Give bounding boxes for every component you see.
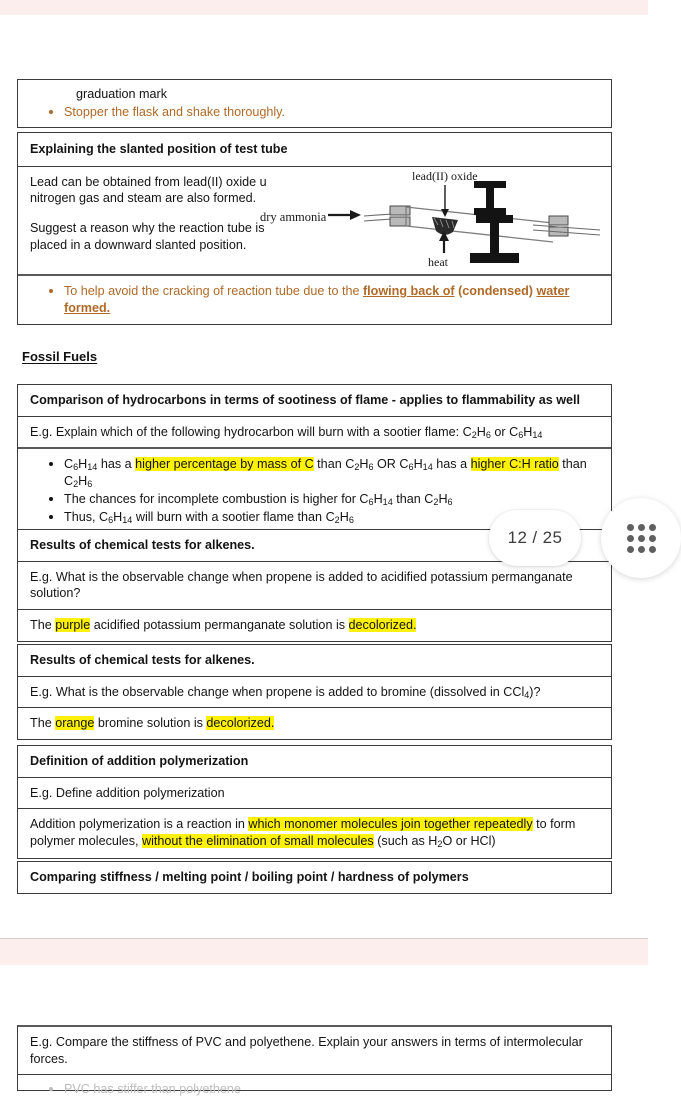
diagram-label-lead-oxide: lead(II) oxide — [412, 168, 478, 183]
polymerization-header: Definition of addition polymerization — [30, 754, 249, 768]
polymer-comparison-header: Comparing stiffness / melting point / boiling point / hardness of polymers — [30, 870, 469, 884]
page-indicator: 12 / 25 — [489, 510, 581, 566]
note-box-slanted-test-tube — [17, 132, 612, 325]
formula-ccl4: CCl$_4$ — [503, 684, 530, 700]
formula-c2h6: $C_2H_6$ — [462, 424, 491, 440]
sootiness-header: Comparison of hydrocarbons in terms of sootiness of flame - applies to flammability as well — [30, 393, 581, 407]
lab-apparatus-diagram — [260, 168, 605, 273]
note-box-addition-polymerization — [17, 745, 612, 859]
lead-oxide-sample — [432, 217, 458, 235]
flask-procedure-bullets — [30, 104, 601, 121]
grid-dots-icon — [627, 524, 656, 553]
question-paragraph-2: Suggest a reason why the reaction tube is placed in a downward slanted position. — [30, 221, 265, 252]
permanganate-header: Results of chemical tests for alkenes. — [30, 538, 255, 552]
grid-view-button[interactable] — [601, 498, 681, 578]
bromine-header: Results of chemical tests for alkenes. — [30, 653, 255, 667]
page-gap-top — [0, 0, 648, 15]
list-item: The chances for incomplete combustion is higher for $C_6H_{14}$ than $C_2H_6$ — [64, 491, 601, 508]
bromine-question: E.g. What is the observable change when propene is added to bromine (dissolved in CCl$_4$)? — [18, 676, 611, 708]
diagram-label-heat: heat — [428, 254, 448, 269]
note-box-polymer-comparison-heading — [17, 861, 612, 894]
note-box-alkene-bromine — [17, 644, 612, 740]
list-item: Stopper the flask and shake thoroughly. — [64, 104, 601, 121]
pvc-question: E.g. Compare the stiffness of PVC and polyethene. Explain your answers in terms of intermolecular forces. — [30, 1035, 583, 1066]
question-paragraph-1: Lead can be obtained from lead(II) oxide u nitrogen gas and steam are also formed. — [30, 174, 267, 206]
inflow-arrow-icon — [328, 210, 361, 220]
list-item: PVC has stiffer than polyethene — [64, 1081, 601, 1098]
pvc-answer-bullets — [30, 1081, 601, 1098]
graduation-mark-line: graduation mark — [76, 87, 168, 101]
page-gap-separator — [0, 938, 648, 965]
note-box-flask-procedure — [17, 79, 612, 128]
polymerization-answer: Addition polymerization is a reaction in which monomer molecules join together repeatedly to form polymer molecules, without the elimination of small molecules (such as $H_2O$ or HCl) — [18, 808, 611, 857]
slanted-tube-question-row — [18, 166, 611, 274]
diagram-label-dry-ammonia: dry ammonia — [260, 209, 327, 224]
stand-support-back — [474, 181, 506, 215]
formula-h2o: $H_2O$ — [428, 834, 453, 850]
polymerization-question: E.g. Define addition polymerization — [18, 777, 611, 809]
flask-procedure-content — [18, 80, 611, 127]
note-box-pvc-polyethene — [17, 1025, 612, 1097]
list-item: To help avoid the cracking of reaction tube due to the flowing back of (condensed) water formed. — [64, 283, 601, 317]
left-bung — [390, 206, 410, 226]
slanted-tube-header: Explaining the slanted position of test tube — [30, 142, 288, 156]
slanted-tube-answer-row — [18, 274, 611, 325]
permanganate-question: E.g. What is the observable change when propene is added to acidified potassium permanganate solution? — [18, 561, 611, 609]
bromine-answer: The orange bromine solution is decolorized. — [18, 707, 611, 739]
formula-c6h14: $C_6H_{14}$ — [509, 424, 543, 440]
pvc-answer-clipped — [18, 1074, 611, 1097]
list-item: Thus, $C_6H_{14}$ will burn with a sootier flame than $C_2H_6$ — [64, 509, 601, 526]
stand-support-front — [470, 215, 519, 263]
permanganate-answer: The purple acidified potassium permanganate solution is decolorized. — [18, 609, 611, 641]
list-item: $C_6H_{14}$ has a higher percentage by mass of C than $C_2H_6$ OR $C_6H_{14}$ has a higher C:H ratio than $C_2H_6$ — [64, 456, 601, 490]
sootiness-question: E.g. Explain which of the following hydrocarbon will burn with a sootier flame: $C_2H_6$ or $C_6H_{14}$ — [18, 416, 611, 448]
section-heading-fossil-fuels: Fossil Fuels — [22, 349, 98, 364]
slanted-tube-answer-bullets — [30, 283, 601, 317]
